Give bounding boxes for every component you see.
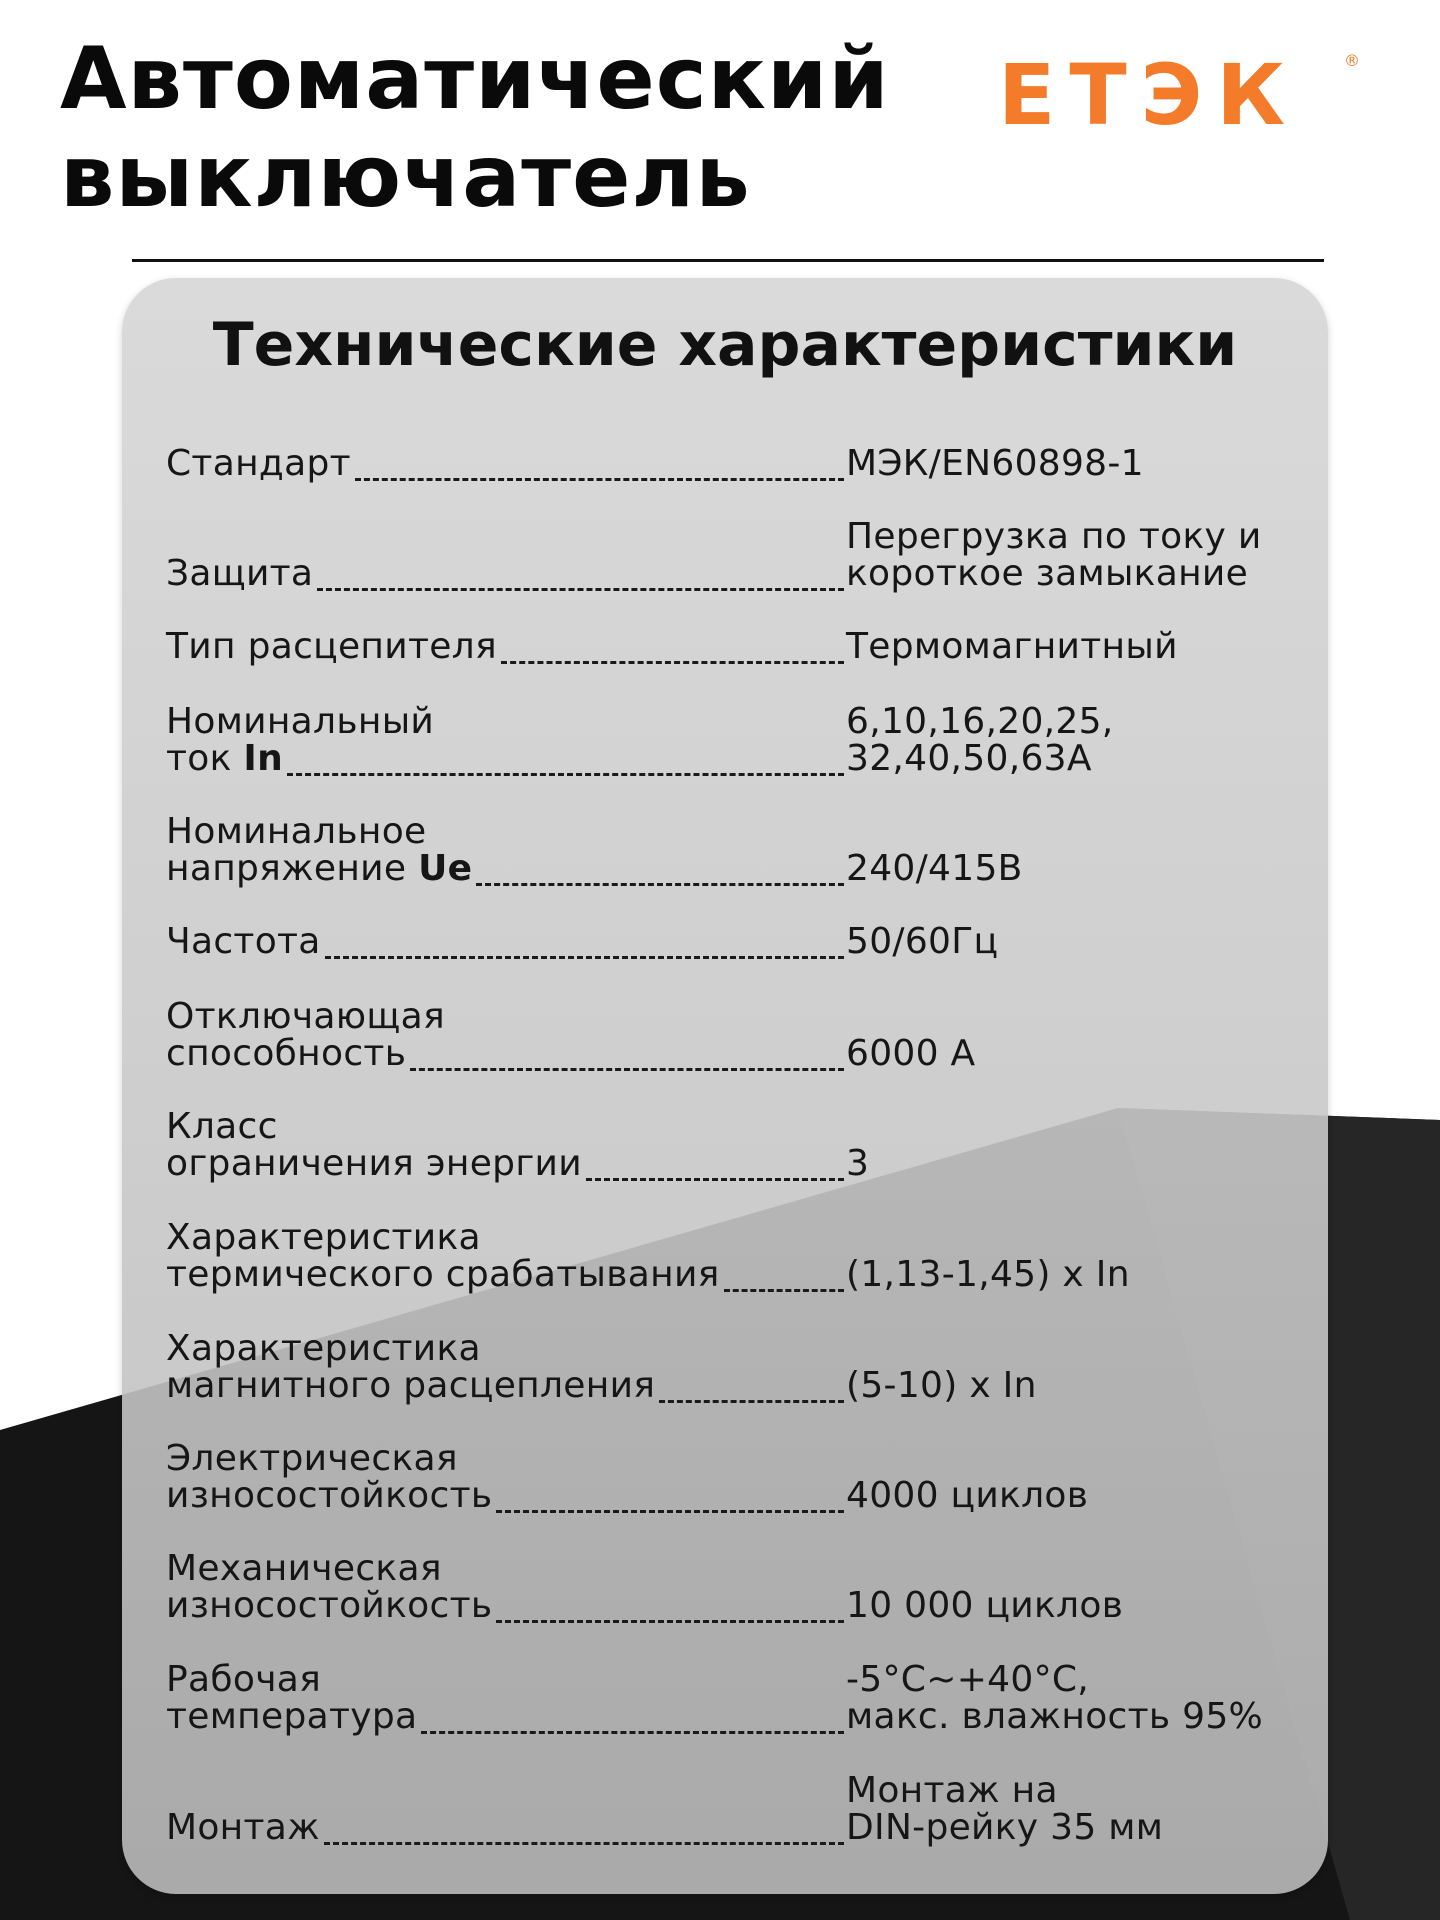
spec-label-text: Механическая: [166, 1548, 442, 1589]
spec-value: [846, 445, 1306, 482]
spec-value-line: 50/60Гц: [846, 921, 999, 962]
leader-dots: [501, 661, 844, 664]
spec-label-text: Стандарт: [166, 443, 351, 484]
spec-value: [846, 1035, 1306, 1072]
spec-label-line: [166, 1330, 846, 1367]
spec-value: [846, 518, 1306, 592]
spec-row: [166, 512, 1306, 592]
page-title-line-1: Автоматический: [60, 29, 890, 129]
spec-label-text: Рабочая: [166, 1659, 322, 1700]
spec-value-line: Термомагнитный: [846, 626, 1178, 667]
spec-row: [166, 585, 1306, 665]
spec-value-line: -5°C~+40°C,: [846, 1659, 1090, 1700]
spec-label-last-line: [166, 923, 846, 960]
leader-dots: [659, 1400, 844, 1403]
spec-label-text: Частота: [166, 921, 321, 962]
spec-label-line: [166, 1219, 846, 1256]
leader-dots: [724, 1289, 844, 1292]
spec-label: [166, 1550, 846, 1624]
spec-label: [166, 1219, 846, 1293]
spec-value: [846, 1587, 1306, 1624]
spec-label-text: износостойкость: [166, 1475, 493, 1516]
spec-value: [846, 703, 1306, 777]
spec-value-line: короткое замыкание: [846, 553, 1249, 594]
spec-row: [166, 1213, 1306, 1293]
spec-row: [166, 697, 1306, 777]
spec-value-line: 10 000 циклов: [846, 1585, 1124, 1626]
spec-label-line: [166, 1550, 846, 1587]
spec-label-line: [166, 1440, 846, 1477]
spec-label-last-line: [166, 1367, 846, 1404]
spec-label-text: ток: [166, 738, 244, 779]
spec-label: [166, 1108, 846, 1182]
spec-label-last-line: [166, 628, 846, 665]
spec-label-symbol: Ue: [418, 848, 473, 889]
leader-dots: [287, 773, 844, 776]
spec-label-text: способность: [166, 1033, 407, 1074]
spec-label-last-line: [166, 445, 846, 482]
spec-label-last-line: [166, 1477, 846, 1514]
page-title: [60, 30, 890, 226]
spec-label-text: температура: [166, 1696, 418, 1737]
spec-label-text: Класс: [166, 1106, 278, 1147]
spec-label-text: Отключающая: [166, 996, 445, 1037]
spec-label: [166, 628, 846, 665]
spec-label: [166, 445, 846, 482]
leader-dots: [496, 1620, 844, 1623]
spec-value: [846, 1477, 1306, 1514]
spec-label: [166, 923, 846, 960]
spec-value: [846, 1367, 1306, 1404]
leader-dots: [410, 1068, 844, 1071]
spec-value-line: 6000 А: [846, 1033, 976, 1074]
spec-row: [166, 1766, 1306, 1846]
spec-label-text: Номинальное: [166, 811, 427, 852]
spec-label-line: [166, 813, 846, 850]
spec-value-line: 6,10,16,20,25,: [846, 701, 1114, 742]
spec-label-text: Характеристика: [166, 1217, 481, 1258]
spec-row: [166, 992, 1306, 1072]
spec-value-line: 240/415В: [846, 848, 1023, 889]
spec-label-text: Защита: [166, 553, 314, 594]
leader-dots: [496, 1510, 844, 1513]
spec-value-line: МЭК/EN60898-1: [846, 443, 1144, 484]
spec-value-line: Перегрузка по току и: [846, 516, 1262, 557]
page-title-line-2: выключатель: [60, 127, 751, 227]
spec-row: [166, 807, 1306, 887]
spec-label-last-line: [166, 1145, 846, 1182]
spec-label-text: термического срабатывания: [166, 1254, 720, 1295]
spec-label-text: магнитного расцепления: [166, 1365, 656, 1406]
spec-value-line: DIN-рейку 35 мм: [846, 1807, 1164, 1848]
spec-label-text: Монтаж: [166, 1807, 320, 1848]
spec-label-last-line: [166, 1809, 846, 1846]
spec-label-text: Номинальный: [166, 701, 435, 742]
spec-value-line: Монтаж на: [846, 1770, 1058, 1811]
spec-label-line: [166, 1661, 846, 1698]
spec-value-line: (5-10) x In: [846, 1365, 1037, 1406]
spec-label-last-line: [166, 1256, 846, 1293]
spec-label: [166, 998, 846, 1072]
spec-value-line: 4000 циклов: [846, 1475, 1089, 1516]
leader-dots: [421, 1731, 844, 1734]
spec-label-last-line: [166, 1698, 846, 1735]
spec-label-text: износостойкость: [166, 1585, 493, 1626]
spec-label-text: ограничения энергии: [166, 1143, 582, 1184]
leader-dots: [586, 1178, 844, 1181]
brand-logo: ЕТЭК: [998, 46, 1299, 144]
spec-value-line: 32,40,50,63А: [846, 738, 1092, 779]
spec-label: [166, 1661, 846, 1735]
specs-heading: Технические характеристики: [212, 310, 1238, 380]
spec-row: [166, 1544, 1306, 1624]
spec-label-text: Электрическая: [166, 1438, 458, 1479]
spec-value-line: (1,13-1,45) x In: [846, 1254, 1130, 1295]
spec-label: [166, 1440, 846, 1514]
spec-label-line: [166, 703, 846, 740]
spec-value: [846, 1256, 1306, 1293]
spec-value: [846, 628, 1306, 665]
spec-label-symbol: In: [243, 738, 284, 779]
spec-row: [166, 1324, 1306, 1404]
header-divider: [132, 259, 1324, 262]
spec-row: [166, 402, 1306, 482]
spec-value: [846, 1772, 1306, 1846]
spec-label: [166, 703, 846, 777]
spec-label-line: [166, 1108, 846, 1145]
spec-row: [166, 1102, 1306, 1182]
spec-row: [166, 1655, 1306, 1735]
spec-label-line: [166, 998, 846, 1035]
spec-label-text: Характеристика: [166, 1328, 481, 1369]
leader-dots: [325, 956, 844, 959]
spec-value-line: 3: [846, 1143, 870, 1184]
leader-dots: [355, 478, 844, 481]
leader-dots: [324, 1842, 844, 1845]
spec-value: [846, 1661, 1306, 1735]
spec-label-last-line: [166, 1035, 846, 1072]
spec-label-text: Тип расцепителя: [166, 626, 497, 667]
spec-label: [166, 813, 846, 887]
spec-label: [166, 1330, 846, 1404]
spec-row: [166, 880, 1306, 960]
registered-trademark-mark: ®: [1344, 51, 1360, 70]
spec-value: [846, 923, 1306, 960]
spec-label: [166, 1809, 846, 1846]
spec-label-last-line: [166, 740, 846, 777]
spec-value-line: макс. влажность 95%: [846, 1696, 1264, 1737]
spec-label-text: напряжение: [166, 848, 419, 889]
spec-label-last-line: [166, 1587, 846, 1624]
spec-row: [166, 1434, 1306, 1514]
spec-value: [846, 1145, 1306, 1182]
